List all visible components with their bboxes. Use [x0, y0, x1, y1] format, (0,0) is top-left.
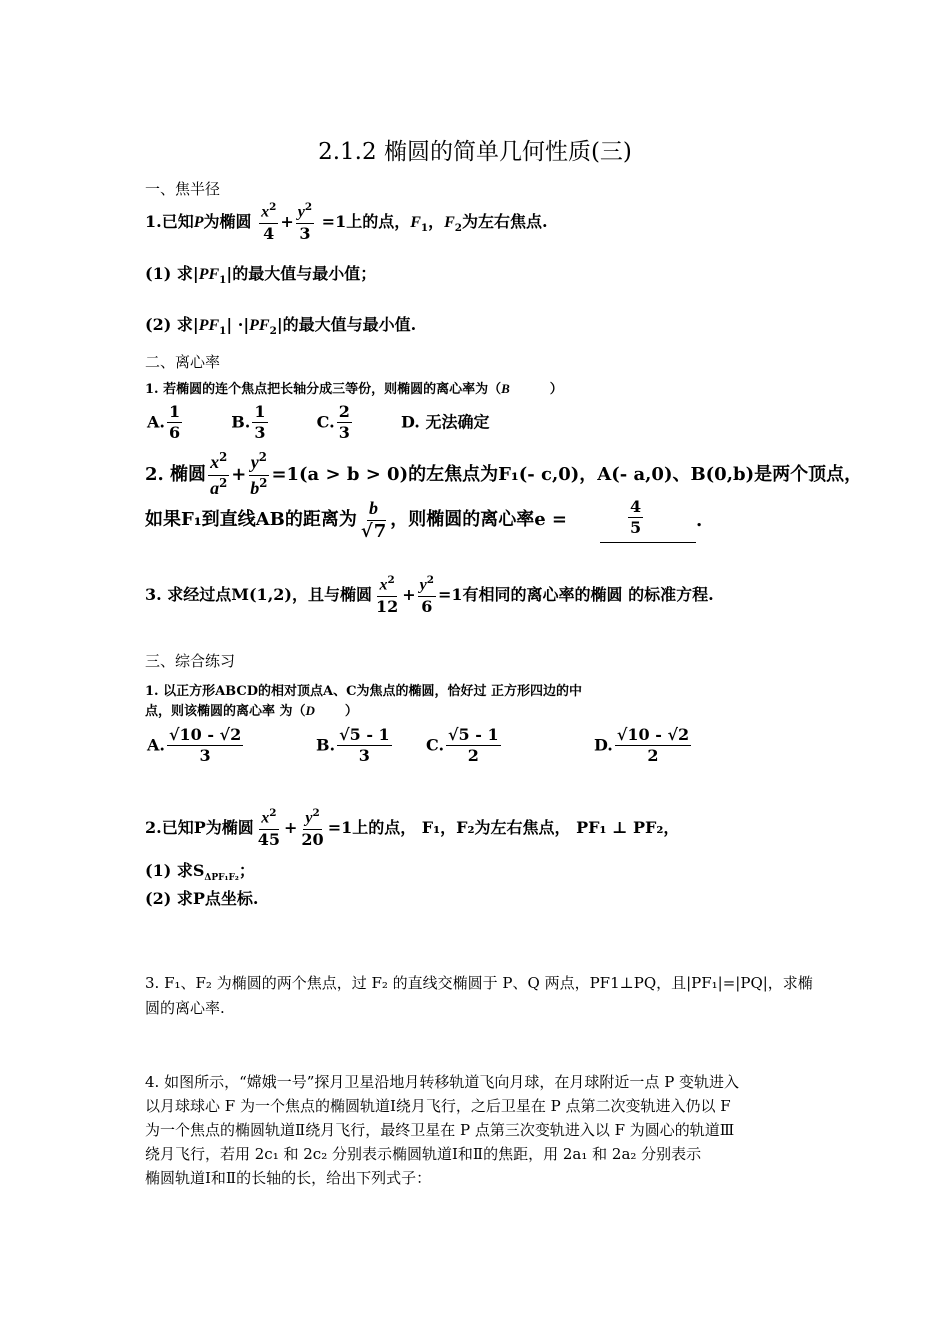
page-title: 2.1.2 椭圆的简单几何性质(三): [318, 139, 632, 165]
frac-num: y: [297, 203, 305, 221]
frac-num: 1: [167, 403, 182, 423]
frac-num: x: [261, 203, 270, 221]
option-label: D.: [594, 735, 613, 755]
fraction: [628, 498, 643, 538]
q-text: (2) 求: [145, 315, 193, 334]
fraction: $\frac{b}{√7}$: [360, 498, 387, 542]
q-text: ）: [549, 382, 563, 397]
frac-num: √5 - 1: [446, 726, 501, 746]
q-text: 1.已知: [145, 212, 194, 232]
part3-question-4-line3: 为一个焦点的椭圆轨道Ⅱ绕月飞行，最终卫星在 P 点第三次变轨进入以 F 为圆心的轨道Ⅲ: [145, 1121, 735, 1139]
q2-dot: .: [696, 510, 703, 531]
section-heading-focal-radius: 一、焦半径: [145, 180, 221, 198]
part3-option-c: [426, 726, 503, 766]
q-text: 为椭圆: [203, 212, 252, 232]
answer-fraction-e: [626, 498, 645, 538]
fraction: [252, 403, 267, 443]
math-expr: PF: [198, 266, 220, 283]
option-label: A.: [147, 735, 165, 755]
frac-num: √10 - √2: [615, 726, 691, 746]
q-text: 2.已知P为椭圆: [145, 818, 254, 838]
option-d: D. 无法确定: [401, 412, 490, 432]
fraction: [446, 726, 501, 766]
part2-question-3: 3. 求经过点M(1,2)，且与椭圆 $\frac{x^2}{12}$ + $\frac{y^2}{6}$ =1有相同的离心率的椭圆 的标准方程.: [145, 574, 714, 616]
fraction: [615, 726, 691, 766]
part3-question-2a: [145, 858, 255, 883]
fraction: $\frac{y^2}{3}$: [297, 201, 313, 243]
part3-question-4-line1: 4. 如图所示，“嫦娥一号”探月卫星沿地月转移轨道飞向月球，在月球附近一点 P 变轨进入: [145, 1073, 740, 1091]
frac-den: 45: [257, 829, 281, 849]
q-text: =1有相同的离心率的椭圆 的标准方程.: [437, 585, 714, 605]
part3-option-d: [594, 726, 693, 766]
frac-den: 7: [373, 520, 387, 542]
frac-den: 6: [421, 596, 433, 616]
frac-den: 20: [301, 829, 324, 849]
q-text: ，则椭圆的离心率e =: [390, 509, 568, 531]
frac-den: 3: [338, 423, 350, 443]
section-heading-eccentricity: 二、离心率: [145, 353, 221, 371]
part3-option-a: [147, 726, 245, 766]
section-heading-exercises: 三、综合练习: [145, 652, 236, 670]
q-text: 点，则该椭圆的离心率 为（: [145, 704, 306, 719]
q-text: =1(a > b > 0)的左焦点为F₁(- c,0)，A(- a,0)、B(0,b)是两个顶点，: [271, 464, 863, 486]
part3-question-1-line2: [145, 700, 358, 719]
frac-den: 12: [375, 596, 399, 616]
answer: D: [305, 703, 315, 718]
part3-question-1-line1: 1. 以正方形ABCD的相对顶点A、C为焦点的椭圆，恰好过 正方形四边的中: [145, 684, 582, 699]
option-b: B.: [231, 412, 251, 432]
q-text: 1. 若椭圆的连个焦点把长轴分成三等份，则椭圆的离心率为（: [145, 382, 502, 397]
answer: B: [501, 381, 510, 396]
frac-num: b: [367, 498, 380, 521]
part3-question-3-line1: 3. F₁、F₂ 为椭圆的两个焦点，过 F₂ 的直线交椭圆于 P、Q 两点，PF1⊥PQ，且|PF₁|=|PQ|，求椭: [145, 974, 813, 992]
part3-question-4-line2: 以月球球心 F 为一个焦点的椭圆轨道Ⅰ绕月飞行，之后卫星在 P 点第二次变轨进入仍以 F: [145, 1097, 731, 1115]
frac-den: 3: [358, 746, 370, 766]
part3-question-2b: (2) 求P点坐标.: [145, 889, 259, 908]
fraction: $\frac{y^2}{20}$: [301, 807, 324, 849]
frac-den: 4: [263, 223, 275, 243]
q-text: 如果F₁到直线AB的距离为: [145, 509, 357, 531]
fraction: [167, 726, 243, 766]
part2-options-1: [147, 403, 489, 443]
part2-question-2-line1: 2. 椭圆 $\frac{x^2}{a^2}$ + $\frac{y^2}{b^2}$ =1(a > b > 0)的左焦点为F₁(- c,0)，A(- a,0)、B(0,b)是两个顶点，: [145, 450, 863, 498]
option-a: A.: [147, 412, 165, 432]
fraction: [337, 726, 392, 766]
part3-question-4-line4: 绕月飞行，若用 2c₁ 和 2c₂ 分别表示椭圆轨道Ⅰ和Ⅱ的焦距，用 2a₁ 和 2a₂ 分别表示: [145, 1145, 702, 1163]
q-text: (1) 求: [145, 264, 193, 283]
frac-num: 4: [628, 498, 643, 518]
subscript: ΔPF₁F₂: [204, 873, 239, 884]
part3-question-3-line2: 圆的离心率.: [145, 999, 225, 1017]
math-var: F: [444, 214, 455, 232]
frac-den: 3: [199, 746, 211, 766]
frac-num: √5 - 1: [337, 726, 392, 746]
q-text: ）: [344, 704, 358, 719]
frac-den: 5: [630, 518, 642, 538]
math-var: P: [193, 214, 204, 232]
q-text: =1上的点， F₁，F₂为左右焦点， PF₁ ⊥ PF₂，: [327, 818, 680, 838]
part3-question-4-line5: 椭圆轨道Ⅰ和Ⅱ的长轴的长，给出下列式子：: [145, 1169, 432, 1187]
q-text: ；: [238, 861, 255, 880]
frac-den: 3: [299, 223, 311, 243]
frac-den: 6: [168, 423, 181, 443]
fraction: [167, 403, 182, 443]
frac-den: 3: [254, 423, 266, 443]
fraction: $\frac{x^2}{4}$: [261, 201, 277, 243]
fraction: $\frac{y^2}{6}$: [419, 574, 434, 616]
frac-num: 2: [337, 403, 352, 423]
option-label: B.: [316, 735, 336, 755]
part1-question-1: 1.已知P为椭圆 $\frac{x^2}{4}$ + $\frac{y^2}{3}$ =1上的点，$F_1$，$F_2$为左右焦点.: [145, 201, 548, 243]
part2-question-1: [145, 378, 563, 397]
frac-num: 1: [252, 403, 267, 423]
part3-option-b: [316, 726, 394, 766]
q-text: =1上的点，: [321, 212, 411, 232]
frac-num: √10 - √2: [167, 726, 243, 746]
frac-den: 2: [647, 746, 659, 766]
fraction: $\frac{y^2}{b^2}$: [250, 450, 268, 498]
option-c: C.: [316, 412, 335, 432]
q-text: 的最大值与最小值.: [282, 315, 417, 334]
answer-underline: [600, 542, 696, 543]
q-text: 为左右焦点.: [462, 212, 548, 232]
q-text: 的最大值与最小值；: [232, 264, 377, 283]
fraction: [337, 403, 352, 443]
frac-den: 2: [467, 746, 479, 766]
q-text: (1) 求S: [145, 861, 205, 880]
part1-question-1a: (1) 求$|PF_1|$的最大值与最小值；: [145, 264, 377, 287]
math-var: F: [410, 214, 421, 232]
part2-question-2-line2: [145, 498, 567, 542]
fraction: $\frac{x^2}{a^2}$: [210, 450, 228, 498]
part1-question-1b: (2) 求$|PF_1| \cdot|PF_2|$的最大值与最小值.: [145, 315, 417, 338]
q-text: 3. 求经过点M(1,2)，且与椭圆: [145, 585, 372, 605]
fraction: $\frac{x^2}{45}$: [257, 807, 281, 849]
fraction: $\frac{x^2}{12}$: [375, 574, 399, 616]
part3-question-2: 2.已知P为椭圆 $\frac{x^2}{45}$ + $\frac{y^2}{20}$ =1上的点， F₁，F₂为左右焦点， PF₁ ⊥ PF₂，: [145, 807, 680, 849]
option-label: C.: [426, 735, 445, 755]
q-text: 2. 椭圆: [145, 464, 207, 486]
